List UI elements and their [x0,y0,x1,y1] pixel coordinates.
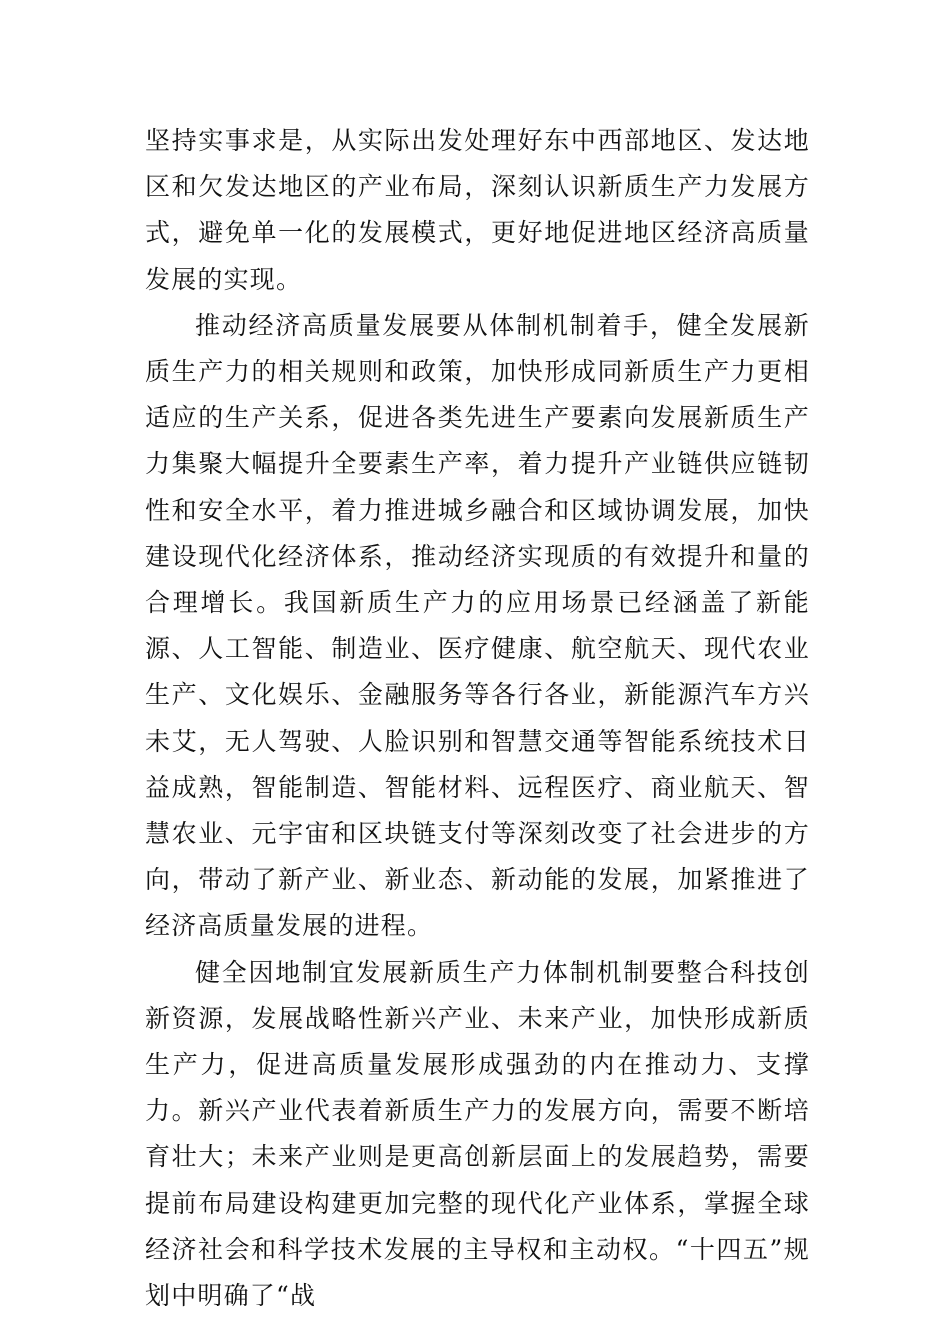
paragraph-1: 坚持实事求是，从实际出发处理好东中西部地区、发达地区和欠发达地区的产业布局，深刻认识新质生产力发展方式，避免单一化的发展模式，更好地促进地区经济高质量发展的实现。 [145,126,810,294]
paragraph-3: 健全因地制宜发展新质生产力体制机制要整合科技创新资源，发展战略性新兴产业、未来产业，加快形成新质生产力，促进高质量发展形成强劲的内在推动力、支撑力。新兴产业代表着新质生产力的发展方向，需要不断培育壮大；未来产业则是更高创新层面上的发展趋势，需要提前布局建设构建更加完整的现代化产业体系，掌握全球经济社会和科学技术发展的主导权和主动权。“十四五”规划中明确了“战 [145,957,810,1311]
paragraph-2: 推动经济高质量发展要从体制机制着手，健全发展新质生产力的相关规则和政策，加快形成同新质生产力更相适应的生产关系，促进各类先进生产要素向发展新质生产力集聚大幅提升全要素生产率，着力提升产业链供应链韧性和安全水平，着力推进城乡融合和区域协调发展，加快建设现代化经济体系，推动经济实现质的有效提升和量的合理增长。我国新质生产力的应用场景已经涵盖了新能源、人工智能、制造业、医疗健康、航空航天、现代农业生产、文化娱乐、金融服务等各行各业，新能源汽车方兴未艾，无人驾驶、人脸识别和智慧交通等智能系统技术日益成熟，智能制造、智能材料、远程医疗、商业航天、智慧农业、元宇宙和区块链支付等深刻改变了社会进步的方向，带动了新产业、新业态、新动能的发展，加紧推进了经济高质量发展的进程。 [145,310,810,941]
document-body [145,118,810,1319]
